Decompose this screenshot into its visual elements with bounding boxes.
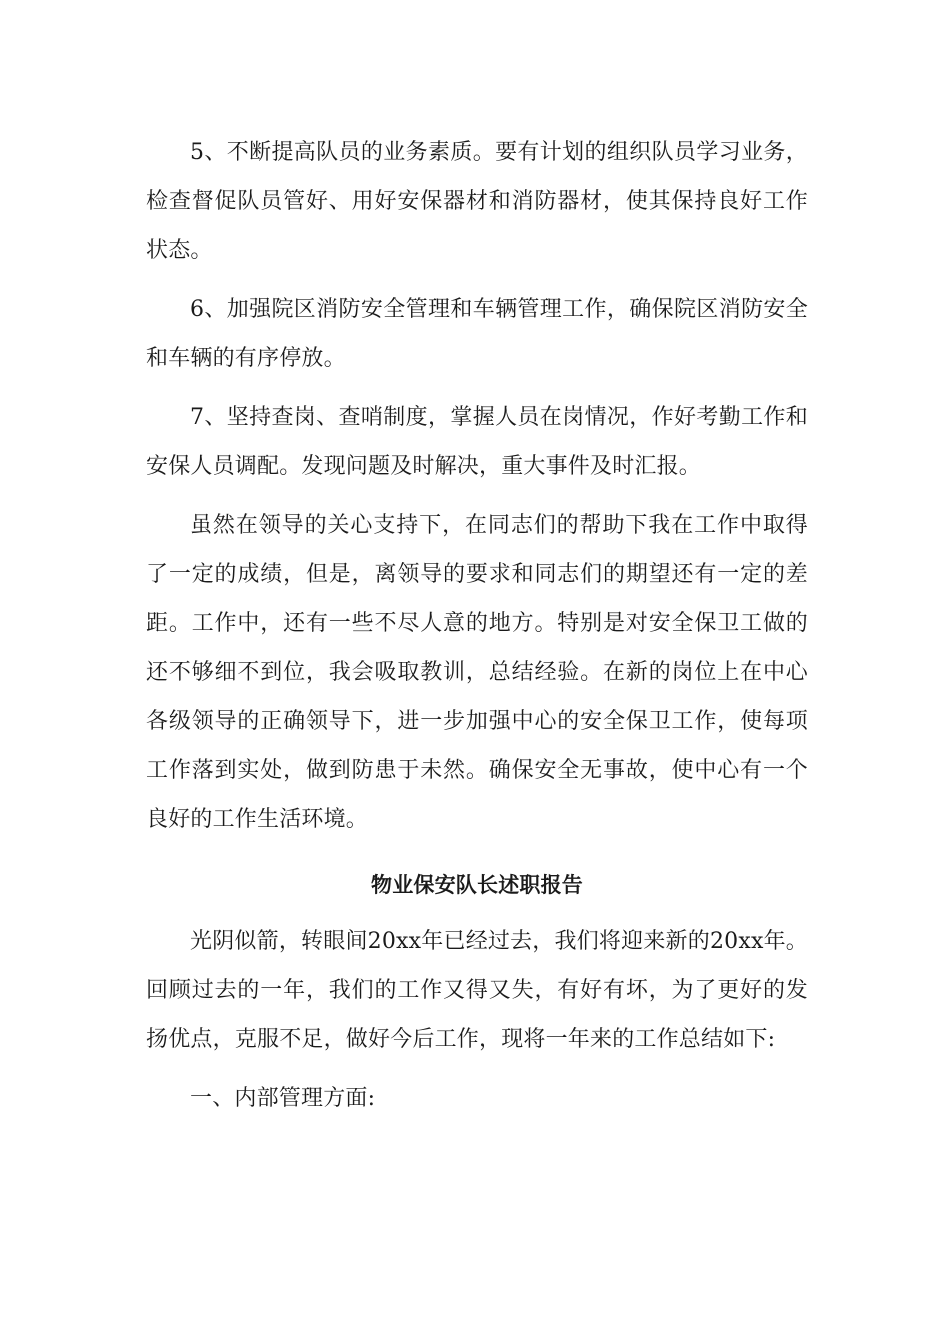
paragraph-item-5: 5、不断提高队员的业务素质。要有计划的组织队员学习业务，检查督促队员管好、用好安保器材和消防器材，使其保持良好工作状态。 [146,140,808,263]
document-body [146,128,808,1133]
paragraph-item-6: 6、加强院区消防安全管理和车辆管理工作，确保院区消防安全和车辆的有序停放。 [146,297,808,371]
paragraph-summary: 虽然在领导的关心支持下，在同志们的帮助下我在工作中取得了一定的成绩，但是，离领导的要求和同志们的期望还有一定的差距。工作中，还有一些不尽人意的地方。特别是对安全保卫工做的还不够细不到位，我会吸取教训，总结经验。在新的岗位上在中心各级领导的正确领导下，进一步加强中心的安全保卫工作，使每项工作落到实处，做到防患于未然。确保安全无事故，使中心有一个良好的工作生活环境。 [146,513,808,832]
paragraph-intro: 光阴似箭，转眼间20xx年已经过去，我们将迎来新的20xx年。回顾过去的一年，我们的工作又得又失，有好有坏，为了更好的发扬优点，克服不足，做好今后工作，现将一年来的工作总结如下: [146,929,808,1052]
paragraph-item-7: 7、坚持查岗、查哨制度，掌握人员在岗情况，作好考勤工作和安保人员调配。发现问题及时解决，重大事件及时汇报。 [146,405,808,479]
section-heading: 物业保安队长述职报告 [371,872,583,897]
paragraph-subsection-title: 一、内部管理方面: [190,1086,376,1111]
